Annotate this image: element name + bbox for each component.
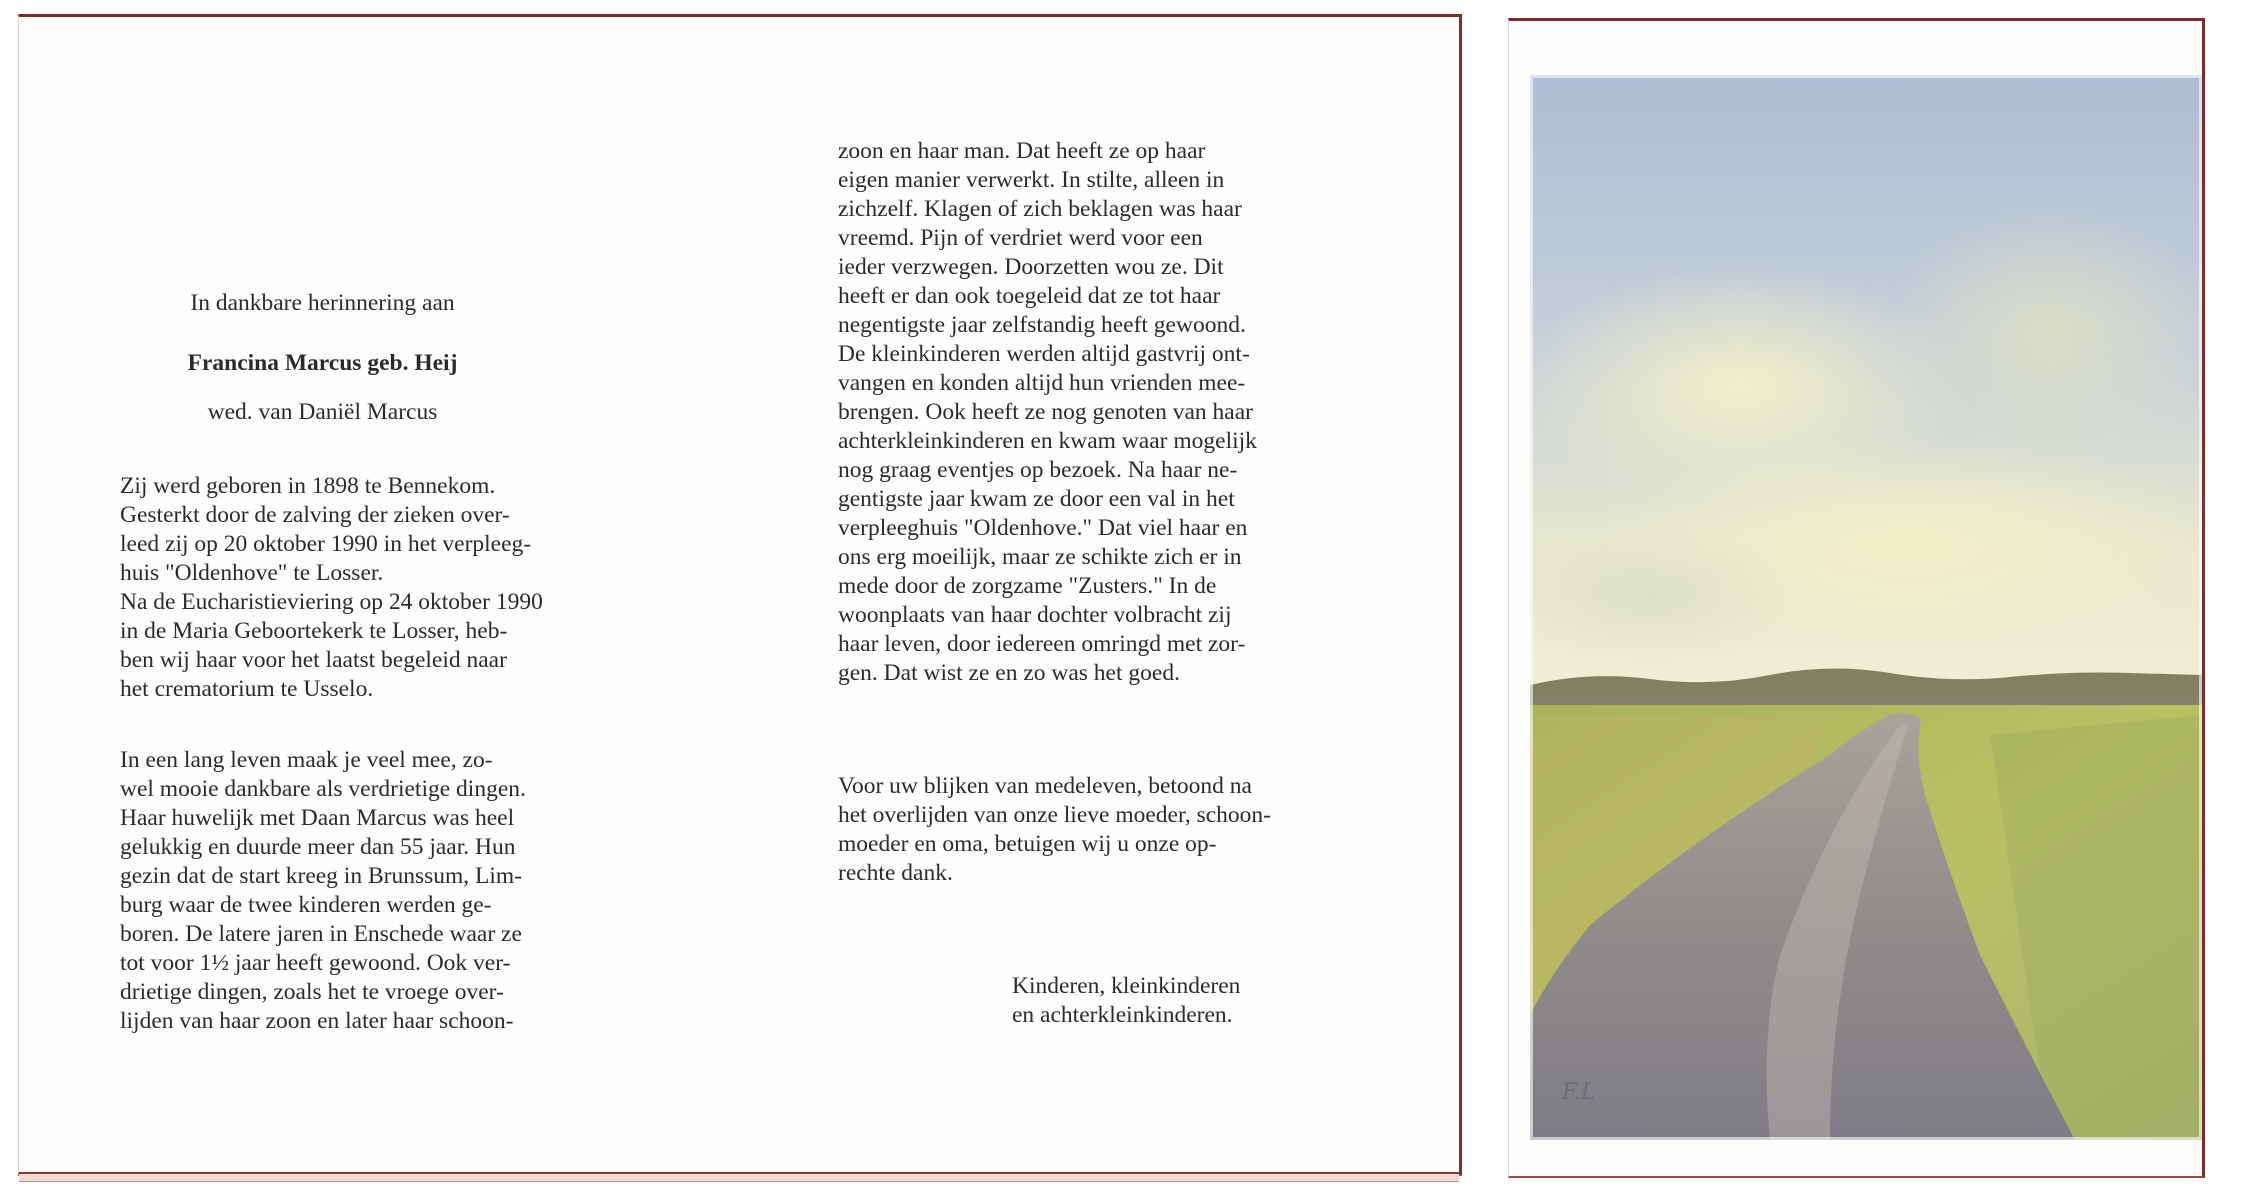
text-line: in de Maria Geboortekerk te Losser, heb- (120, 618, 508, 644)
biography-paragraph-1 (120, 472, 643, 704)
text-line: lijden van haar zoon en later haar schoon- (120, 1008, 514, 1034)
text-line: rechte dank. (838, 860, 953, 886)
text-line: het overlijden van onze lieve moeder, schoon- (838, 802, 1271, 828)
text-line: gezin dat de start kreeg in Brunssum, Lim- (120, 863, 523, 889)
text-line: tot voor 1½ jaar heeft gewoond. Ook ver- (120, 950, 511, 976)
widow-of-line: wed. van Daniël Marcus (207, 399, 438, 425)
closing-signature (1012, 972, 1352, 1030)
text-line: zichzelf. Klagen of zich beklagen was haar (838, 196, 1242, 222)
text-line: mede door de zorgzame "Zusters." In de (838, 573, 1217, 599)
watercolor-landscape-image (1530, 75, 2202, 1140)
text-line: boren. De latere jaren in Enschede waar ze (120, 921, 522, 947)
text-line: vreemd. Pijn of verdriet werd voor een (838, 225, 1203, 251)
intro-line: In dankbare herinnering aan (190, 290, 455, 316)
card-edge (19, 1174, 1459, 1182)
painter-signature: F.L (1562, 1080, 1596, 1105)
text-line: gelukkig en duurde meer dan 55 jaar. Hun (120, 834, 516, 860)
text-line: heeft er dan ook toegeleid dat ze tot haar (838, 283, 1221, 309)
text-line: gen. Dat wist ze en zo was het goed. (838, 660, 1180, 686)
closing-line: Kinderen, kleinkinderen (1012, 973, 1241, 999)
text-line: De kleinkinderen werden altijd gastvrij ont- (838, 341, 1250, 367)
text-line: zoon en haar man. Dat heeft ze op haar (838, 138, 1206, 164)
text-line: wel mooie dankbare als verdrietige dingen. (120, 776, 526, 802)
biography-paragraph-2 (120, 746, 643, 1036)
text-line: negentigste jaar zelfstandig heeft gewoond. (838, 312, 1246, 338)
text-line: verpleeghuis "Oldenhove." Dat viel haar en (838, 515, 1248, 541)
text-line: burg waar de twee kinderen werden ge- (120, 892, 492, 918)
closing-line: en achterkleinkinderen. (1012, 1002, 1233, 1028)
text-line: Voor uw blijken van medeleven, betoond na (838, 773, 1252, 799)
text-line: moeder en oma, betuigen wij u onze op- (838, 831, 1217, 857)
text-line: In een lang leven maak je veel mee, zo- (120, 747, 493, 773)
text-line: leed zij op 20 oktober 1990 in het verpleeg- (120, 531, 532, 557)
text-line: Haar huwelijk met Daan Marcus was heel (120, 805, 515, 831)
biography-paragraph-3 (838, 137, 1361, 688)
text-line: Na de Eucharistieviering op 24 oktober 1990 (120, 589, 543, 615)
text-line: eigen manier verwerkt. In stilte, alleen in (838, 167, 1225, 193)
text-line: huis "Oldenhove" te Losser. (120, 560, 384, 586)
text-line: gentigste jaar kwam ze door een val in het (838, 486, 1235, 512)
text-line: nog graag eventjes op bezoek. Na haar ne- (838, 457, 1238, 483)
text-line: haar leven, door iedereen omringd met zor- (838, 631, 1246, 657)
text-line: ons erg moeilijk, maar ze schikte zich er in (838, 544, 1242, 570)
deceased-name: Francina Marcus geb. Heij (187, 350, 458, 376)
text-line: Gesterkt door de zalving der zieken over- (120, 502, 510, 528)
text-line: achterkleinkinderen en kwam waar mogelijk (838, 428, 1257, 454)
text-line: Zij werd geboren in 1898 te Bennekom. (120, 473, 496, 499)
thank-you-paragraph (838, 772, 1361, 888)
text-line: drietige dingen, zoals het te vroege over- (120, 979, 504, 1005)
text-line: brengen. Ook heeft ze nog genoten van haar (838, 399, 1253, 425)
text-line: ben wij haar voor het laatst begeleid naar (120, 647, 507, 673)
text-line: ieder verzwegen. Doorzetten wou ze. Dit (838, 254, 1224, 280)
text-line: het crematorium te Usselo. (120, 676, 374, 702)
text-line: woonplaats van haar dochter volbracht zij (838, 602, 1232, 628)
text-line: vangen en konden altijd hun vrienden mee- (838, 370, 1246, 396)
